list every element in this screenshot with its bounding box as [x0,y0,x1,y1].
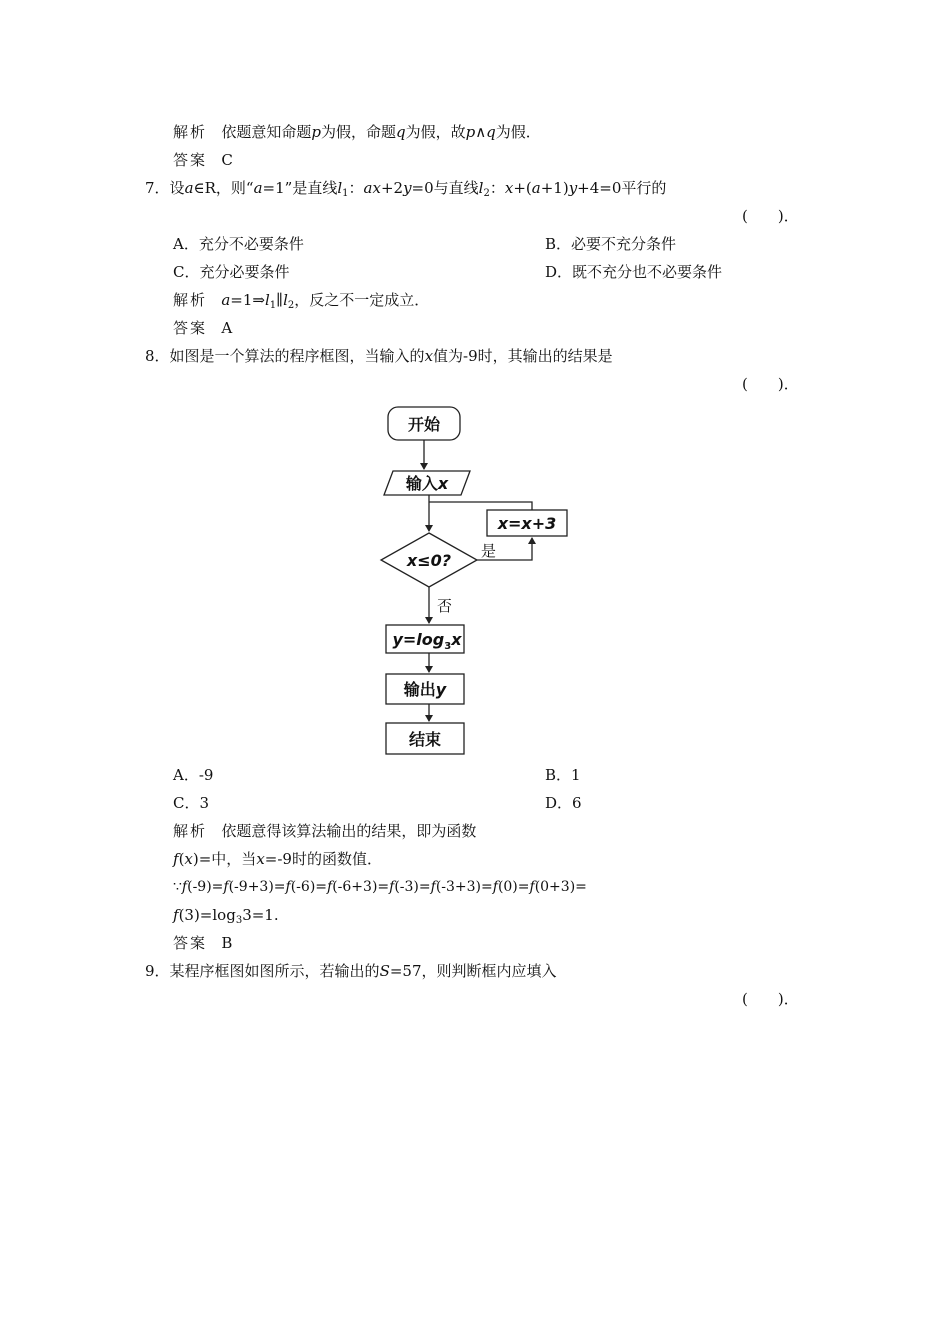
question-text: 如图是一个算法的程序框图，当输入的x值为-9时，其输出的结果是 [169,347,613,365]
q8-analysis [173,821,476,841]
option-a: A．充分不必要条件 [173,235,304,253]
question-text: 设a∈R，则“a=1”是直线$l_1$：ax+2y=0与直线$l_2$：x+(a+1)y+4=0平行的 [169,179,667,199]
yes-label: 是 [481,542,497,560]
q6-answer [173,150,233,170]
loop-top-line [429,502,532,510]
option-c: C．充分必要条件 [173,263,290,281]
end-label: 结束 [408,730,442,749]
option-c: C．3 [173,794,210,812]
q8-analysis-line3: ∵f(-9)=f(-9+3)=f(-6)=f(-6+3)=f(-3)=f(-3+3)=f(0)=f(0+3)= [173,879,587,895]
q6-analysis [173,122,541,142]
question-number: 8． [145,347,170,365]
question-number: 9． [145,962,170,980]
q8-analysis-line4: $f(3)=\log_33=1$. [173,906,279,926]
question-text: 某程序框图如图所示，若输出的S=57，则判断框内应填入 [169,962,557,980]
option-d: D．既不充分也不必要条件 [545,263,723,281]
condition-label: x≤0? [406,551,452,570]
q9-stem [145,961,557,981]
input-label: 输入x [405,474,449,493]
start-label: 开始 [407,415,441,434]
answer-label: 答案 [173,319,208,337]
option-b: B．必要不充分条件 [545,235,677,253]
q7-analysis [173,290,429,316]
q8-analysis-line2: f(x)=中，当x=-9时的函数值． [173,850,382,868]
analysis-label: 解析 [173,291,208,309]
analysis-text: 依题意得该算法输出的结果，即为函数 [221,822,477,840]
analysis-text: 依题意知命题p为假，命题q为假，故p∧q为假． [221,123,541,141]
q7-answer [173,318,232,338]
q7-stem [145,178,666,204]
assign-label: $y=\log_3x$ [392,630,462,652]
option-a: A．-9 [173,766,214,784]
flowchart [370,400,590,760]
analysis-label: 解析 [173,822,208,840]
q8-blank: ( )． [742,375,799,393]
loop-label: x=x+3 [497,514,557,533]
q7-blank: ( )． [742,207,799,225]
option-b: B．1 [545,766,581,784]
output-label: 输出y [403,680,447,699]
answer-label: 答案 [173,151,208,169]
q8-answer [173,933,232,953]
answer-value: C [221,151,233,169]
answer-value: A [221,319,233,337]
analysis-text: $a=1\Rightarrow l_1\parallel l_2$，反之不一定成立． [221,291,430,311]
q8-stem [145,346,613,366]
answer-value: B [221,934,233,952]
no-label: 否 [437,597,453,615]
question-number: 7． [145,179,170,197]
option-d: D．6 [545,794,582,812]
q9-blank: ( )． [742,990,799,1008]
answer-label: 答案 [173,934,208,952]
analysis-label: 解析 [173,123,208,141]
